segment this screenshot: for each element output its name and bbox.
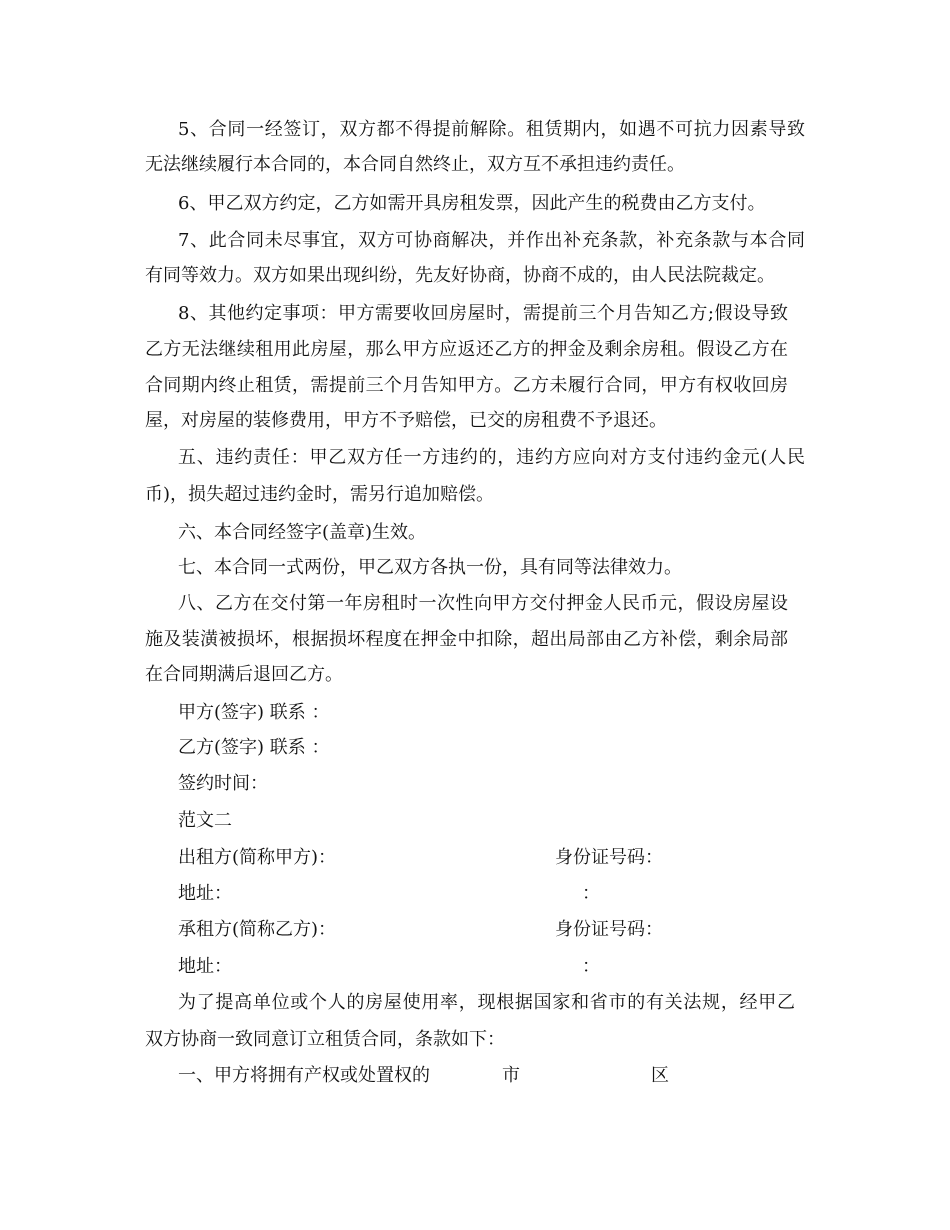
lessor-label: 出租方(简称甲方)： [178,847,337,868]
lessee-id-label: 身份证号码： [555,919,663,940]
intro-line-1: 为了提高单位或个人的房屋使用率，现根据国家和省市的有关法规，经甲乙 [178,992,795,1013]
lessee-address-label: 地址： [178,956,232,977]
clause-8-line-1: 8、其他约定事项：甲方需要收回房屋时，需提前三个月告知乙方;假设导致 [178,303,788,324]
signing-date: 签约时间： [178,773,268,794]
lessor-address-label: 地址： [178,883,232,904]
copies-clause: 七、本合同一式两份，甲乙双方各执一份，具有同等法律效力。 [178,557,682,578]
clause-6: 6、甲乙双方约定，乙方如需开具房租发票，因此产生的税费由乙方支付。 [178,193,766,214]
deposit-line-3: 在合同期满后退回乙方。 [145,664,343,685]
clause-8-line-3: 合同期内终止租赁，需提前三个月告知甲方。乙方未履行合同，甲方有权收回房 [145,375,788,396]
breach-line-1: 五、违约责任：甲乙双方任一方违约的，违约方应向对方支付违约金元(人民 [178,447,805,468]
lessor-address-colon: ： [582,883,600,904]
effect-clause: 六、本合同经签字(盖章)生效。 [178,522,427,543]
deposit-line-2: 施及装潢被损坏，根据损坏程度在押金中扣除，超出局部由乙方补偿，剩余局部 [145,629,788,650]
lessor-id-label: 身份证号码： [555,847,663,868]
clause-1-text: 一、甲方将拥有产权或处置权的 [178,1065,430,1086]
city-label: 市 [502,1065,520,1086]
clause-8-line-2: 乙方无法继续租用此房屋，那么甲方应返还乙方的押金及剩余房租。假设乙方在 [145,339,788,360]
lessee-address-colon: ： [582,956,600,977]
deposit-line-1: 八、乙方在交付第一年房租时一次性向甲方交付押金人民币元，假设房屋设 [178,593,788,614]
clause-5-line-1: 5、合同一经签订，双方都不得提前解除。租赁期内，如遇不可抗力因素导致 [178,119,805,140]
intro-line-2: 双方协商一致同意订立租赁合同，条款如下： [145,1029,505,1050]
clause-5-line-2: 无法继续履行本合同的，本合同自然终止，双方互不承担违约责任。 [145,154,685,175]
party-a-signature: 甲方(签字) 联系 ： [178,702,330,723]
sample-2-title: 范文二 [178,810,232,831]
party-b-signature: 乙方(签字) 联系 ： [178,737,330,758]
clause-7-line-2: 有同等效力。双方如果出现纠纷，先友好协商，协商不成的，由人民法院裁定。 [145,265,775,286]
lessee-label: 承租方(简称乙方)： [178,919,337,940]
breach-line-2: 币)，损失超过违约金时，需另行追加赔偿。 [145,484,495,505]
clause-8-line-4: 屋，对房屋的装修费用，甲方不予赔偿，已交的房租费不予退还。 [145,410,667,431]
district-label: 区 [651,1065,669,1086]
clause-7-line-1: 7、此合同未尽事宜，双方可协商解决，并作出补充条款，补充条款与本合同 [178,230,805,251]
